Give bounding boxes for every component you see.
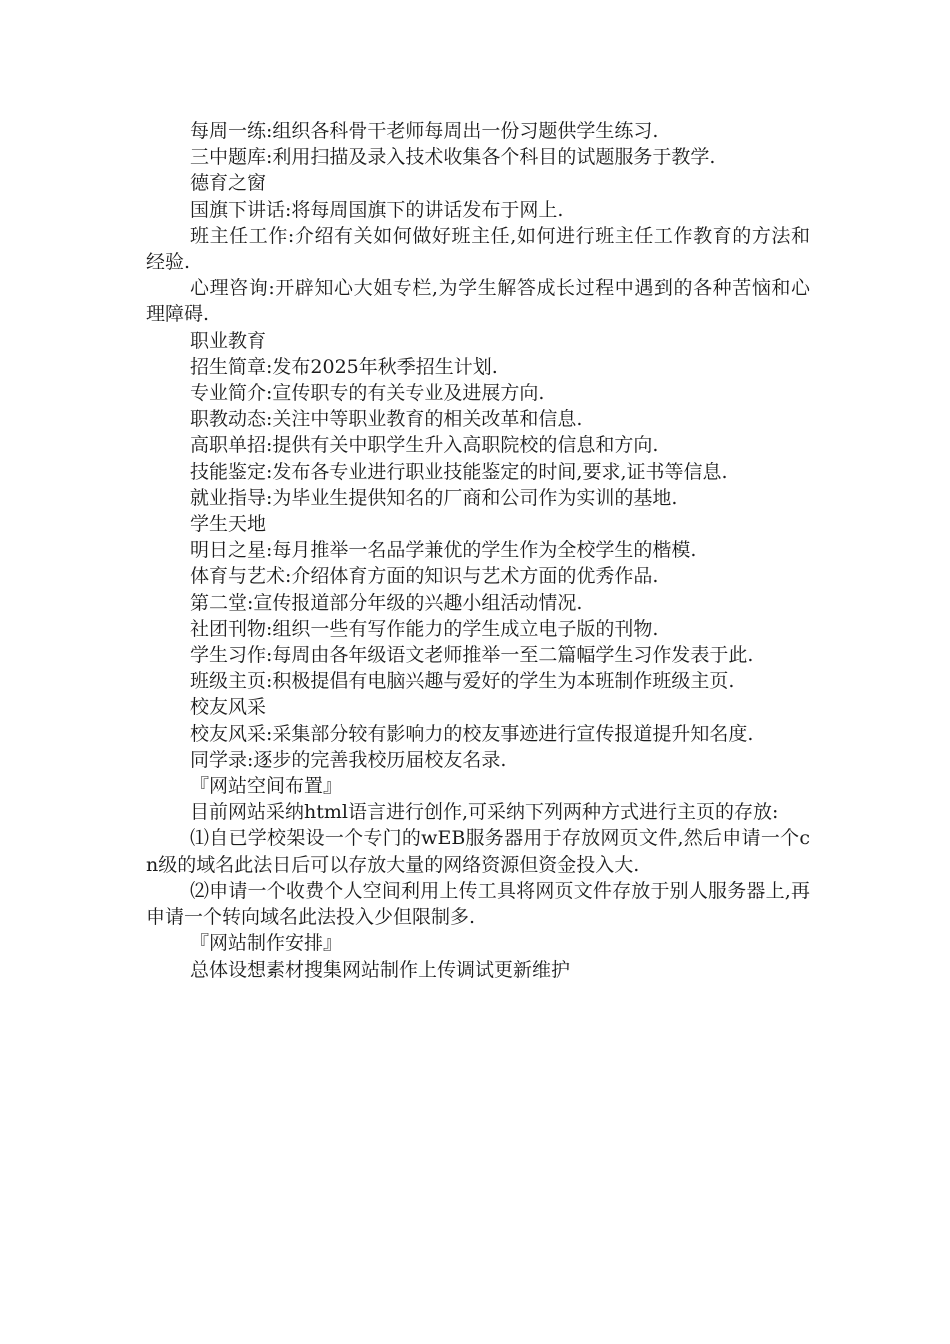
paragraph-guoqixia-jianghua: 国旗下讲话:将每周国旗下的讲话发布于网上. [190,198,564,221]
paragraph-banzhuren-gongzuo: 班主任工作:介绍有关如何做好班主任,如何进行班主任工作教育的方法和经验. [146,224,810,274]
paragraph-shetuan-kanwu: 社团刊物:组织一些有写作能力的学生成立电子版的刊物. [190,617,659,640]
section-heading-xiaoyou-fengcai: 校友风采 [190,696,267,719]
section-heading-wangzhan-kongjian: 『网站空间布置』 [190,775,343,798]
paragraph-mingri-zhixing: 明日之星:每月推举一名品学兼优的学生作为全校学生的楷模. [190,539,697,562]
section-heading-deyu: 德育之窗 [190,172,267,195]
paragraph-tongxuelu: 同学录:逐步的完善我校历届校友名录. [190,748,507,771]
paragraph-zhuanye-jianjie: 专业简介:宣传职专的有关专业及进展方向. [190,382,545,405]
section-heading-zhiye-jiaoyu: 职业教育 [190,329,267,352]
paragraph-zhaosheng-jianzhang: 招生简章:发布2025年秋季招生计划. [190,355,498,378]
paragraph-xuesheng-xizuo: 学生习作:每周由各年级语文老师推举一至二篇幅学生习作发表于此. [190,644,754,667]
section-heading-zhizuo-anpai: 『网站制作安排』 [190,932,343,955]
paragraph-option-2: ⑵申请一个收费个人空间利用上传工具将网页文件存放于别人服务器上,再申请一个转向域名此法投入少但限制多. [146,879,810,929]
paragraph-tiyu-yishu: 体育与艺术:介绍体育方面的知识与艺术方面的优秀作品. [190,565,659,588]
paragraph-option-1: ⑴自已学校架设一个专门的wEB服务器用于存放网页文件,然后申请一个cn级的域名此法日后可以存放大量的网络资源但资金投入大. [146,827,810,876]
paragraph-jiuye-zhidao: 就业指导:为毕业生提供知名的厂商和公司作为实训的基地. [190,486,678,509]
paragraph-xiaoyou-fengcai: 校友风采:采集部分较有影响力的校友事迹进行宣传报道提升知名度. [190,722,754,745]
paragraph-html-cunfang: 目前网站采纳html语言进行创作,可采纳下列两种方式进行主页的存放: [190,801,779,824]
paragraph-meizhou-yilian: 每周一练:组织各科骨干老师每周出一份习题供学生练习. [190,120,659,142]
section-heading-xuesheng-tiandi: 学生天地 [190,513,267,536]
paragraph-gaozhi-danzhao: 高职单招:提供有关中职学生升入高职院校的信息和方向. [190,434,659,457]
paragraph-zhijiao-dongtai: 职教动态:关注中等职业教育的相关改革和信息. [190,408,583,431]
paragraph-banji-zhuye: 班级主页:积极提倡有电脑兴趣与爱好的学生为本班制作班级主页. [190,670,735,693]
paragraph-xinli-zixun: 心理咨询:开辟知心大姐专栏,为学生解答成长过程中遇到的各种苦恼和心理障碍. [146,277,810,326]
paragraph-jineng-jianding: 技能鉴定:发布各专业进行职业技能鉴定的时间,要求,证书等信息. [190,460,728,483]
paragraph-zongti-shexiang: 总体设想素材搜集网站制作上传调试更新维护 [190,958,571,981]
document-body [146,118,810,983]
paragraph-dierting: 第二堂:宣传报道部分年级的兴趣小组活动情况. [190,591,583,614]
paragraph-sanzhong-tiku: 三中题库:利用扫描及录入技术收集各个科目的试题服务于教学. [190,146,716,169]
